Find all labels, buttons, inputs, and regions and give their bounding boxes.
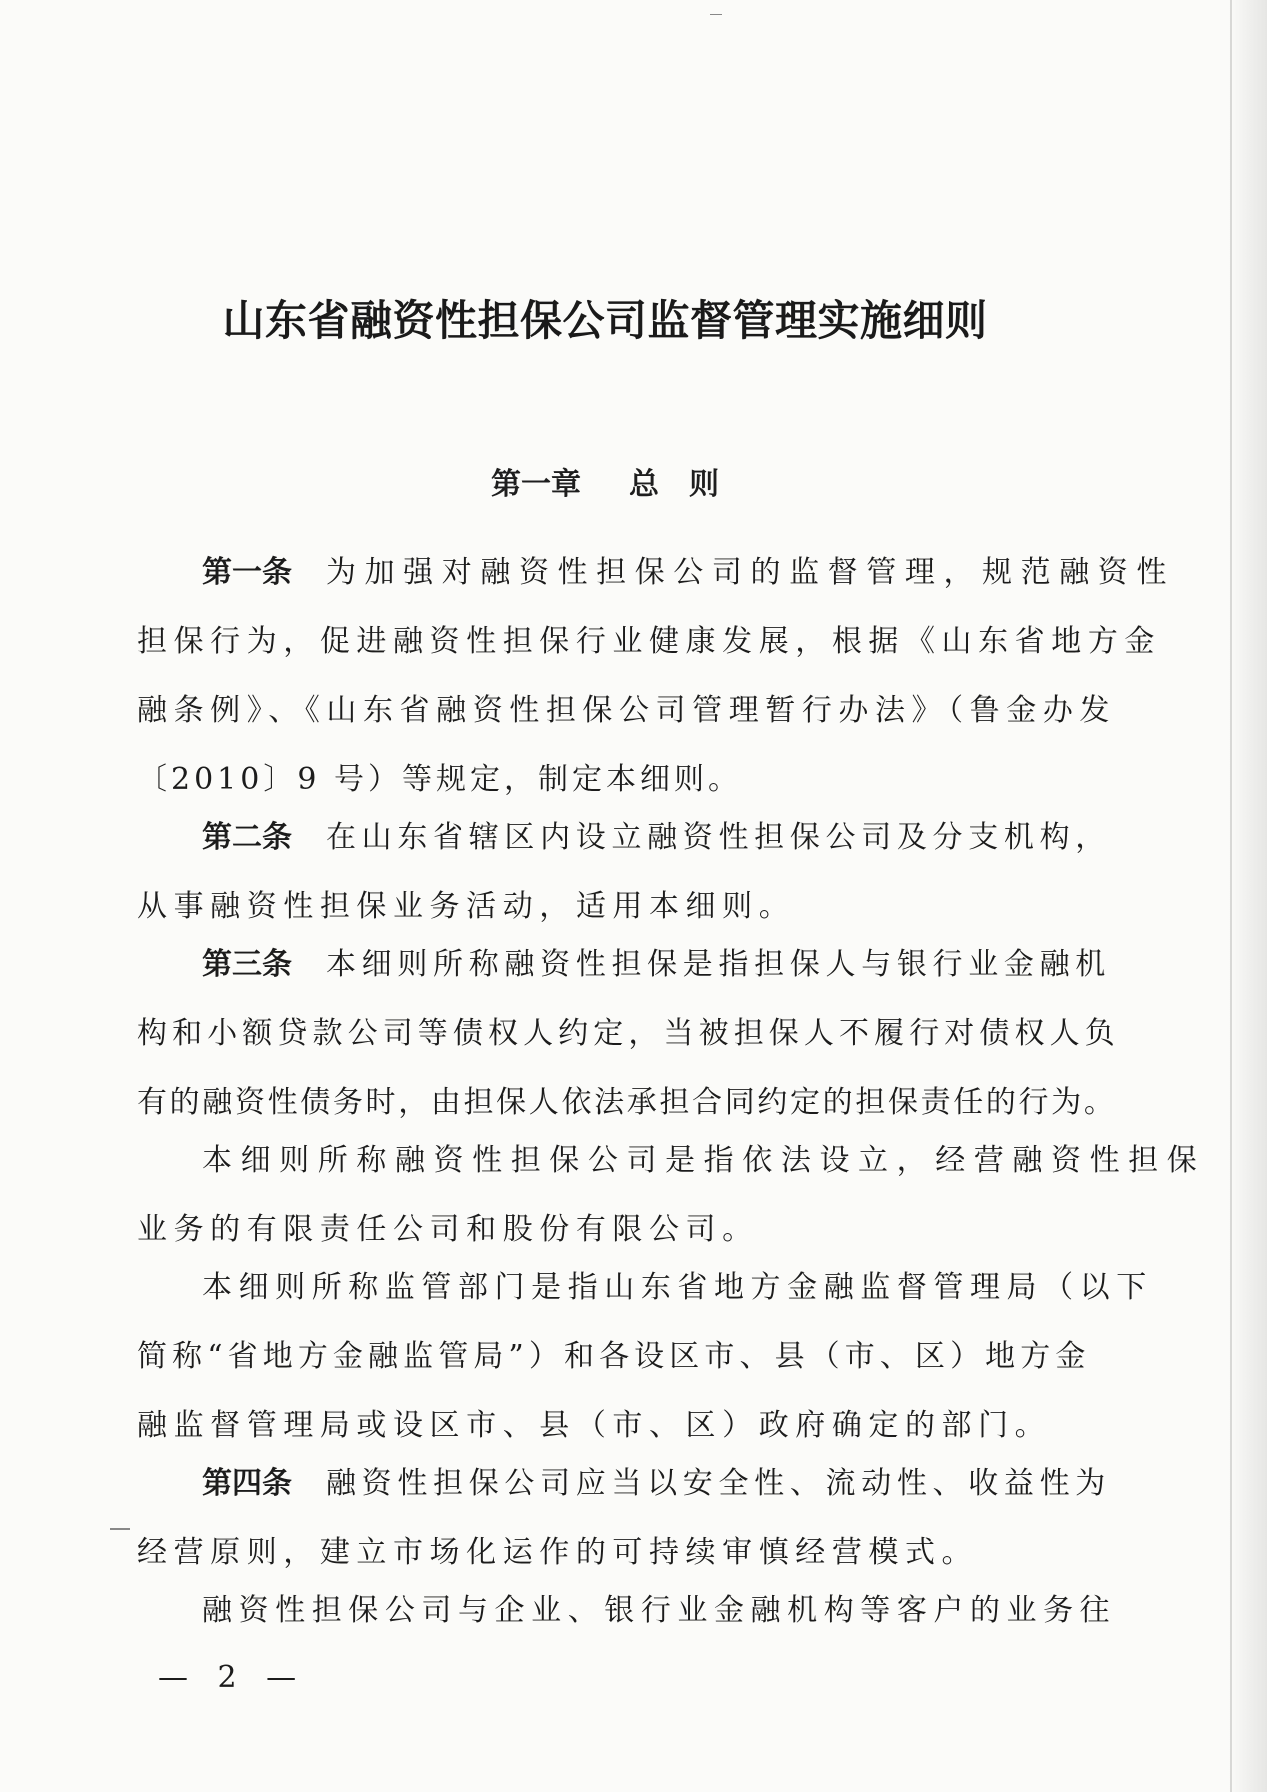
body-line <box>202 1464 1111 1504</box>
body-line: 简称“省地方金融监管局”）和各设区市、县（市、区）地方金 <box>137 1339 1091 1374</box>
chapter-heading <box>0 459 1210 503</box>
line-text: 在山东省辖区内设立融资性担保公司及分支机构， <box>326 820 1111 855</box>
body-line: 业务的有限责任公司和股份有限公司。 <box>137 1212 759 1247</box>
line-text: 本细则所称融资性担保是指担保人与银行业金融机 <box>326 947 1111 982</box>
body-line <box>202 945 1111 985</box>
page-number: — 2 — <box>158 1660 307 1695</box>
article-label: 第一条 <box>202 555 292 590</box>
body-line: 构和小额贷款公司等债权人约定，当被担保人不履行对债权人负 <box>137 1016 1120 1051</box>
scan-speck <box>710 14 722 15</box>
article-label: 第三条 <box>202 947 292 982</box>
chapter-number: 第一章 <box>491 467 581 502</box>
body-line: 融资性担保公司与企业、银行业金融机构等客户的业务往 <box>202 1593 1117 1628</box>
scan-fold-line <box>1230 0 1232 1792</box>
scan-edge <box>1229 0 1267 1792</box>
document-title: 山东省融资性担保公司监督管理实施细则 <box>222 296 988 345</box>
body-line: 〔2010〕9 号）等规定，制定本细则。 <box>137 762 742 797</box>
body-line: 从事融资性担保业务活动，适用本细则。 <box>137 889 796 924</box>
body-line: 融条例》、《山东省融资性担保公司管理暂行办法》（鲁金办发 <box>137 693 1116 728</box>
article-label: 第四条 <box>202 1466 292 1501</box>
chapter-name: 总 则 <box>629 467 719 502</box>
body-line: 经营原则，建立市场化运作的可持续审慎经营模式。 <box>137 1535 979 1570</box>
body-line: 本细则所称融资性担保公司是指依法设立，经营融资性担保 <box>202 1143 1206 1178</box>
body-line: 有的融资性债务时，由担保人依法承担合同约定的担保责任的行为。 <box>137 1085 1117 1120</box>
line-text: 为加强对融资性担保公司的监督管理，规范融资性 <box>326 555 1175 590</box>
article-label: 第二条 <box>202 820 292 855</box>
body-line: 担保行为，促进融资性担保行业健康发展，根据《山东省地方金 <box>137 624 1161 659</box>
body-line: 本细则所称监管部门是指山东省地方金融监督管理局（以下 <box>202 1270 1153 1305</box>
body-line: 融监督管理局或设区市、县（市、区）政府确定的部门。 <box>137 1408 1052 1443</box>
line-text: 融资性担保公司应当以安全性、流动性、收益性为 <box>326 1466 1111 1501</box>
scan-speck <box>110 1528 130 1530</box>
body-line <box>202 553 1175 593</box>
body-line <box>202 818 1111 858</box>
